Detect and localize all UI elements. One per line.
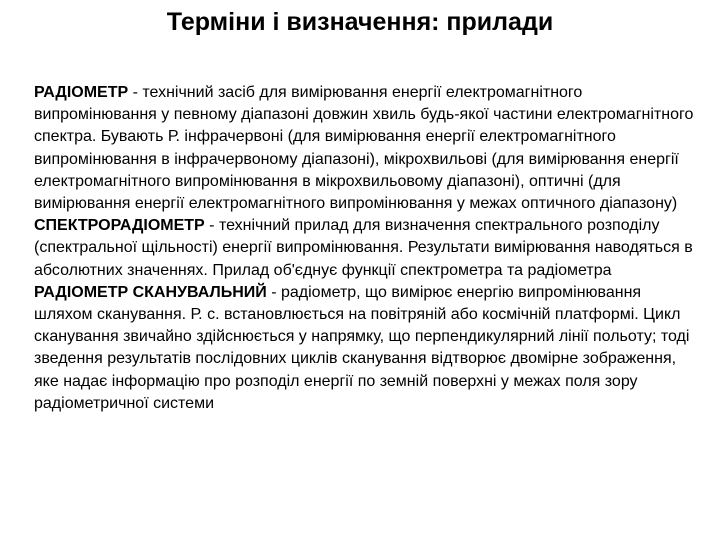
term-name: РАДІОМЕТР СКАНУВАЛЬНИЙ xyxy=(34,283,267,301)
term-definition: - радіометр, що вимірює енергію випромінювання шляхом сканування. Р. с. встановлюється на повітряній або космічній платформі. Цикл сканування звичайно здійснюється у напрямку, що перпендикулярний лінії польоту; тоді зведення результатів послідовних циклів сканування відтворює двомірне зображення, яке надає інформацію про розподіл енергії по земній поверхні у межах поля зору радіометричної системи xyxy=(34,283,690,412)
term-name: СПЕКТРОРАДІОМЕТР xyxy=(34,217,205,235)
term-scanning-radiometer xyxy=(34,282,696,415)
slide-title: Терміни і визначення: прилади xyxy=(166,8,554,36)
term-name: РАДІОМЕТР xyxy=(34,84,129,101)
definitions-list xyxy=(34,82,696,415)
term-spectroradiometer xyxy=(34,215,696,282)
term-radiometer xyxy=(34,82,696,215)
term-definition: - технічний засіб для вимірювання енергії електромагнітного випромінювання у певному діапазоні довжин хвиль будь-якої частини електромагнітного спектра. Бувають Р. інфрачервоні (для вимірювання енергії електромагнітного випромінювання в інфрачервоному діапазоні), мікрохвильові (для вимірювання енергії електромагнітного випромінювання в мікрохвильовому діапазоні), оптичні (для вимірювання енергії електромагнітного випромінювання у межах оптичного діапазону) xyxy=(34,84,694,213)
term-definition: - технічний прилад для визначення спектрального розподілу (спектральної щільності) енергії випромінювання. Результати вимірювання наводяться в абсолютних значеннях. Прилад об'єднує функції спектрометра та радіометра xyxy=(34,217,693,279)
